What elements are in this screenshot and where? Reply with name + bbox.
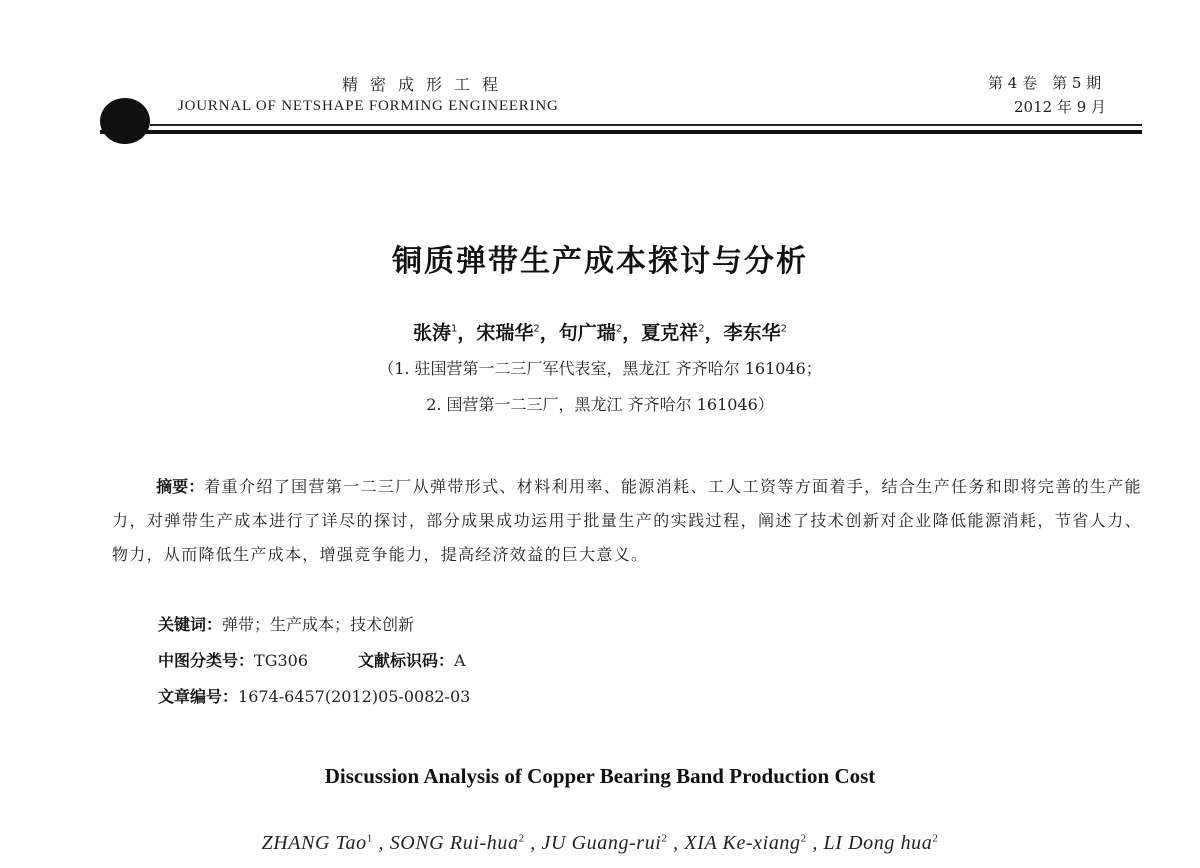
en-author-affiliation-marker: 2 [800, 832, 807, 845]
abstract [112, 470, 1142, 572]
classification-line [158, 648, 466, 671]
paper-title-cn: 铜质弹带生产成本探讨与分析 [392, 244, 808, 279]
author-separator: ， [457, 322, 477, 344]
publication-date: 2012 年 9 月 [1014, 98, 1107, 116]
article-number-label: 文章编号： [158, 687, 239, 706]
en-author-name: XIA Ke-xiang [684, 832, 801, 854]
en-author-name: JU Guang-rui [541, 832, 662, 854]
cn-author-name: 句广瑞 [558, 322, 616, 344]
keywords-label: 关键词： [158, 615, 223, 634]
keywords-line [158, 612, 414, 635]
cn-author-name: 夏克祥 [641, 322, 699, 344]
author-separator: ， [539, 322, 559, 344]
article-number-value: 1674-6457(2012)05-0082-03 [238, 687, 471, 706]
journal-title-en: JOURNAL OF NETSHAPE FORMING ENGINEERING [178, 98, 559, 114]
author-separator: ， [704, 322, 724, 344]
abstract-text: 着重介绍了国营第一二三厂从弹带形式、材料利用率、能源消耗、工人工资等方面着手，结合生产任务和即将完善的生产能力，对弹带生产成本进行了详尽的探讨，部分成果成功运用于批量生产的实践过程，阐述了技术创新对企业降低能源消耗，节省人力、物力，从而降低生产成本，增强竞争能力，提高经济效益的巨大意义。 [112, 477, 1142, 564]
author-list-en [0, 832, 1200, 855]
author-separator: , [372, 832, 390, 854]
cn-author-affiliation-marker: 2 [698, 323, 705, 335]
cn-author-name: 张涛 [412, 322, 451, 344]
header-bullet [100, 98, 150, 144]
doc-code-label: 文献标识码： [358, 651, 455, 670]
en-author-affiliation-marker: 2 [661, 832, 668, 845]
author-list-cn [0, 318, 1200, 345]
en-author-name: LI Dong hua [823, 832, 933, 854]
affiliation-2: 2. 国营第一二三厂，黑龙江 齐齐哈尔 161046） [426, 395, 774, 414]
clc-value: TG306 [254, 651, 309, 670]
cn-author-affiliation-marker: 2 [533, 323, 540, 335]
cn-author-affiliation-marker: 2 [615, 323, 623, 335]
volume-issue: 第 4 卷 第 5 期 [988, 74, 1102, 92]
en-author-name: SONG Rui-hua [389, 832, 519, 854]
cn-author-name: 李东华 [723, 322, 781, 344]
article-number-line [158, 684, 470, 707]
doc-code-value: A [454, 651, 466, 670]
en-author-affiliation-marker: 2 [932, 832, 939, 845]
author-separator: , [806, 832, 824, 854]
en-author-name: ZHANG Tao [261, 832, 367, 854]
journal-title-cn: 精密成形工程 [342, 75, 511, 94]
cn-author-affiliation-marker: 2 [780, 323, 787, 335]
header-rule-thin [150, 124, 1142, 126]
abstract-label: 摘要： [156, 477, 205, 496]
header-rule-thick [100, 130, 1142, 134]
cn-author-name: 宋瑞华 [476, 322, 534, 344]
clc-label: 中图分类号： [158, 651, 255, 670]
paper-title-en: Discussion Analysis of Copper Bearing Band Production Cost [324, 764, 876, 788]
en-author-affiliation-marker: 2 [518, 832, 525, 845]
author-separator: , [667, 832, 685, 854]
author-separator: , [524, 832, 542, 854]
affiliation-1: （1. 驻国营第一二三厂军代表室，黑龙江 齐齐哈尔 161046； [378, 359, 822, 378]
en-author-affiliation-marker: 1 [366, 832, 373, 845]
keywords-value: 弹带；生产成本；技术创新 [222, 615, 415, 634]
cn-author-affiliation-marker: 1 [451, 323, 458, 335]
author-separator: ， [622, 322, 642, 344]
